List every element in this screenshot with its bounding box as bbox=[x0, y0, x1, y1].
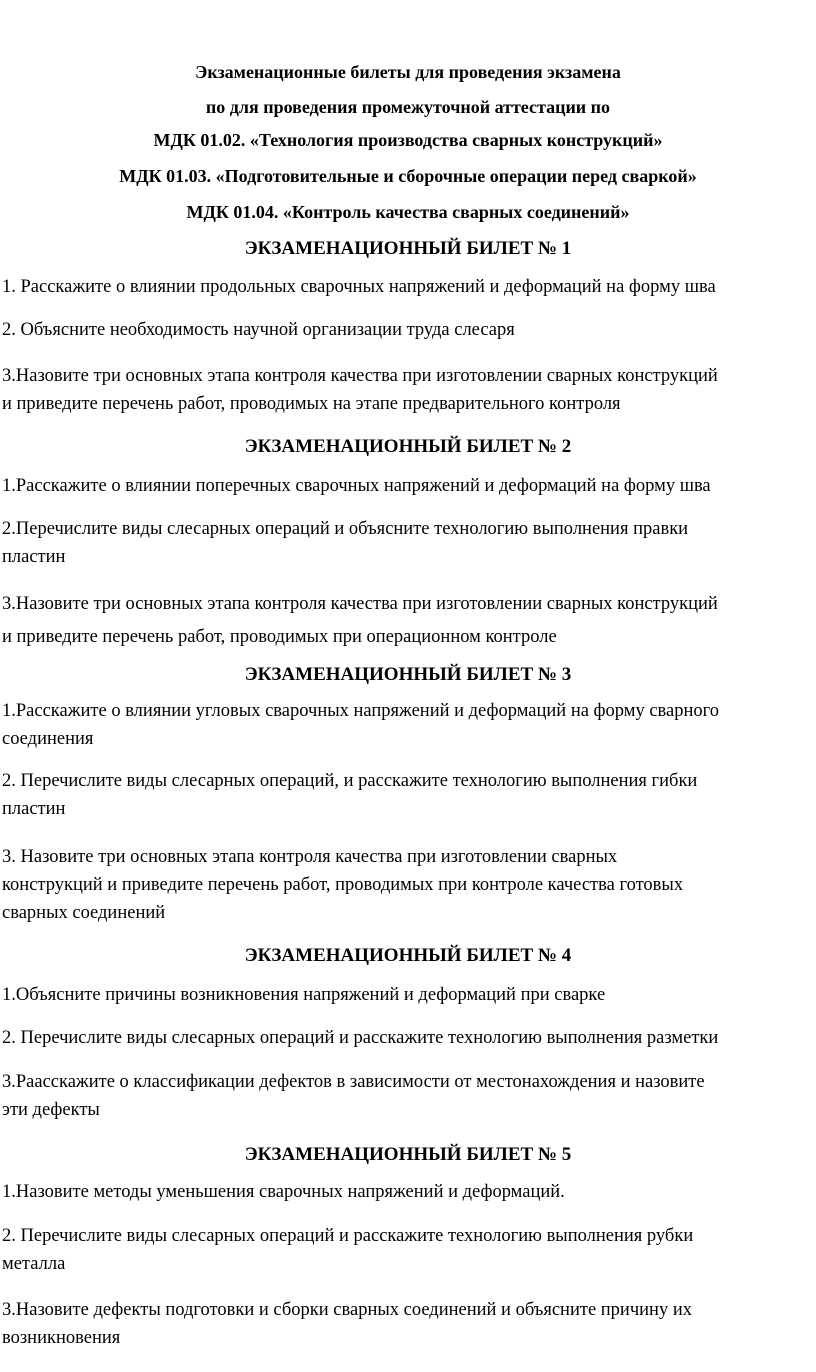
ticket-5-question-2 bbox=[2, 1222, 814, 1278]
ticket-2-question-1 bbox=[2, 472, 814, 500]
ticket-4-question-2 bbox=[2, 1024, 814, 1052]
question-line: пластин bbox=[2, 799, 66, 819]
ticket-4-title: ЭКЗАМЕНАЦИОННЫЙ БИЛЕТ № 4 bbox=[244, 945, 572, 966]
question-line: 2. Перечислите виды слесарных операций, и расскажите технологию выполнения гибки bbox=[2, 771, 698, 791]
question-line: сварных соединений bbox=[2, 903, 166, 923]
header-line-4: МДК 01.03. «Подготовительные и сборочные операции перед сваркой» bbox=[119, 166, 697, 186]
question-line: 3.Назовите три основных этапа контроля качества при изготовлении сварных конструкций bbox=[2, 366, 718, 386]
question-line: соединения bbox=[2, 729, 94, 749]
question-line: 3.Раасскажите о классификации дефектов в зависимости от местонахождения и назовите bbox=[2, 1072, 705, 1092]
question-line: и приведите перечень работ, проводимых при операционном контроле bbox=[2, 627, 557, 647]
question-line: 2. Перечислите виды слесарных операций и расскажите технологию выполнения разметки bbox=[2, 1028, 719, 1048]
question-line: металла bbox=[2, 1254, 66, 1274]
question-line: пластин bbox=[2, 547, 66, 567]
ticket-2-question-3 bbox=[2, 590, 814, 651]
ticket-1-question-3 bbox=[2, 362, 814, 418]
question-line: 1.Объясните причины возникновения напряжений и деформаций при сварке bbox=[2, 985, 606, 1005]
question-line: 2.Перечислите виды слесарных операций и объясните технологию выполнения правки bbox=[2, 519, 689, 539]
header-line-5: МДК 01.04. «Контроль качества сварных соединений» bbox=[186, 202, 630, 222]
ticket-3-question-3 bbox=[2, 843, 814, 927]
ticket-3-question-2 bbox=[2, 767, 814, 823]
question-line: 3.Назовите дефекты подготовки и сборки сварных соединений и объясните причину их bbox=[2, 1300, 692, 1320]
ticket-5-question-1 bbox=[2, 1178, 814, 1206]
question-line: конструкций и приведите перечень работ, проводимых при контроле качества готовых bbox=[2, 875, 684, 895]
ticket-1-question-1 bbox=[2, 273, 814, 301]
header-line-2: по для проведения промежуточной аттестации по bbox=[205, 97, 611, 117]
ticket-4-question-3 bbox=[2, 1068, 814, 1124]
question-line: 3.Назовите три основных этапа контроля качества при изготовлении сварных конструкций bbox=[2, 594, 718, 614]
header-line-3: МДК 01.02. «Технология производства сварных конструкций» bbox=[153, 130, 663, 150]
ticket-1-title: ЭКЗАМЕНАЦИОННЫЙ БИЛЕТ № 1 bbox=[244, 238, 572, 259]
question-line: 1.Расскажите о влиянии поперечных сварочных напряжений и деформаций на форму шва bbox=[2, 476, 711, 496]
ticket-2-question-2 bbox=[2, 515, 814, 571]
ticket-3-title: ЭКЗАМЕНАЦИОННЫЙ БИЛЕТ № 3 bbox=[244, 664, 572, 685]
question-line: эти дефекты bbox=[2, 1100, 100, 1120]
ticket-3-question-1 bbox=[2, 697, 814, 753]
question-line: 2. Объясните необходимость научной организации труда слесаря bbox=[2, 320, 515, 340]
ticket-1-question-2 bbox=[2, 316, 814, 344]
question-line: 3. Назовите три основных этапа контроля качества при изготовлении сварных bbox=[2, 847, 618, 867]
ticket-2-title: ЭКЗАМЕНАЦИОННЫЙ БИЛЕТ № 2 bbox=[244, 436, 572, 457]
header-line-1: Экзаменационные билеты для проведения экзамена bbox=[195, 62, 621, 82]
question-line: и приведите перечень работ, проводимых на этапе предварительного контроля bbox=[2, 394, 621, 414]
ticket-5-title: ЭКЗАМЕНАЦИОННЫЙ БИЛЕТ № 5 bbox=[244, 1144, 572, 1165]
ticket-4-question-1 bbox=[2, 981, 814, 1009]
ticket-5-question-3 bbox=[2, 1296, 814, 1352]
question-line: 1. Расскажите о влиянии продольных сварочных напряжений и деформаций на форму шва bbox=[2, 277, 716, 297]
question-line: 1.Расскажите о влиянии угловых сварочных напряжений и деформаций на форму сварного bbox=[2, 701, 720, 721]
question-line: 2. Перечислите виды слесарных операций и расскажите технологию выполнения рубки bbox=[2, 1226, 694, 1246]
question-line: возникновения bbox=[2, 1328, 121, 1348]
question-line: 1.Назовите методы уменьшения сварочных напряжений и деформаций. bbox=[2, 1182, 565, 1202]
